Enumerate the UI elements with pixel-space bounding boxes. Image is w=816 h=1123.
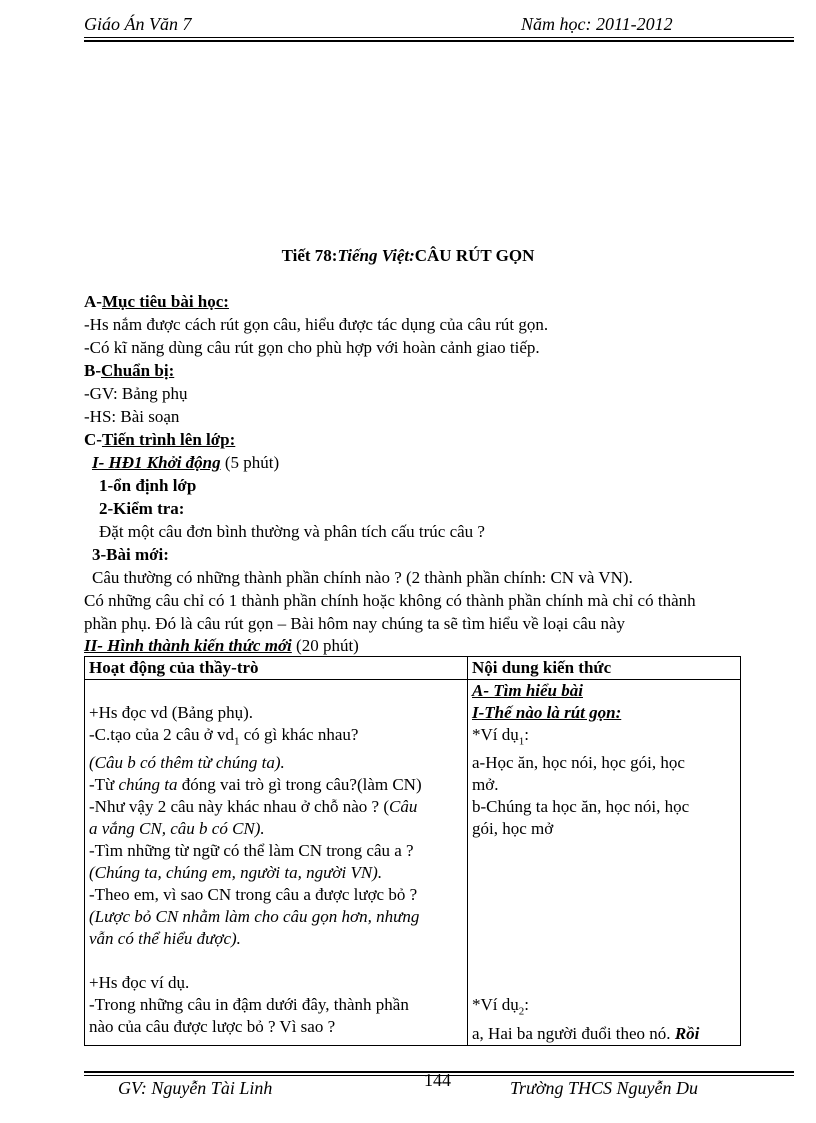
- intro-line-1: Câu thường có những thành phần chính nào ? (2 thành phần chính: CN và VN).: [92, 568, 633, 587]
- activity-line: -Như vậy 2 câu này khác nhau ở chỗ nào ? (Câu: [89, 797, 418, 817]
- lesson-table: [84, 656, 741, 1046]
- title-main: CÂU RÚT GỌN: [414, 246, 535, 265]
- content-line: a, Hai ba người đuổi theo nó. Rồi: [472, 1023, 700, 1043]
- intro-line-3: phần phụ. Đó là câu rút gọn – Bài hôm nay chúng ta sẽ tìm hiểu về loại câu này: [84, 614, 626, 633]
- page-number: 144: [424, 1070, 451, 1090]
- section-a-line-2: -Có kĩ năng dùng câu rút gọn cho phù hợp với hoàn cảnh giao tiếp.: [84, 338, 540, 357]
- step-2-text: Đặt một câu đơn bình thường và phân tích cấu trúc câu ?: [99, 522, 485, 541]
- title-subject: Tiếng Việt:: [337, 246, 415, 265]
- content-line: mở.: [472, 775, 499, 795]
- hd1-heading: I- HĐ1 Khởi động (5 phút): [92, 453, 280, 472]
- footer-teacher: GV: Nguyễn Tài Linh: [118, 1078, 273, 1098]
- activity-line: (Câu b có thêm từ chúng ta).: [89, 753, 285, 773]
- step-1: 1-ổn định lớp: [99, 476, 197, 495]
- content-line: I-Thế nào là rút gọn:: [472, 703, 622, 722]
- content-cell: [468, 680, 741, 1046]
- activity-line: -C.tạo của 2 câu ở $vd_1$ có gì khác nhau?: [89, 725, 359, 748]
- activity-line: (Lược bỏ CN nhằm làm cho câu gọn hơn, nhưng: [89, 907, 420, 927]
- section-a-line-1: -Hs nắm được cách rút gọn câu, hiểu được tác dụng của câu rút gọn.: [84, 315, 549, 334]
- header-left: Giáo Án Văn 7: [84, 14, 192, 34]
- content-line: gói, học mở: [472, 819, 554, 839]
- section-b-line-2: -HS: Bài soạn: [84, 407, 180, 426]
- hd2-heading: II- Hình thành kiến thức mới (20 phút): [84, 636, 359, 655]
- content-line: b-Chúng ta học ăn, học nói, học: [472, 797, 690, 817]
- activity-line: a vắng CN, câu b có CN).: [89, 819, 265, 839]
- content-line: a-Học ăn, học nói, học gói, học: [472, 753, 685, 773]
- content-line: *Ví dụ$_1$:: [472, 725, 529, 748]
- activity-line: -Theo em, vì sao CN trong câu a được lược bỏ ?: [89, 885, 418, 905]
- header-right: Năm học: 2011-2012: [521, 14, 673, 34]
- activity-line: +Hs đọc ví dụ.: [89, 973, 190, 993]
- section-b-heading: B-Chuẩn bị:: [84, 361, 175, 380]
- activity-line: -Từ chúng ta đóng vai trò gì trong câu?(làm CN): [89, 775, 422, 795]
- step-3: 3-Bài mới:: [92, 545, 169, 564]
- activity-line: nào của câu được lược bỏ ? Vì sao ?: [89, 1017, 336, 1037]
- table-header-activities: Hoạt động của thầy-trò: [85, 657, 468, 680]
- table-header-content: Nội dung kiến thức: [468, 657, 741, 680]
- title-prefix: Tiết 78:: [281, 246, 338, 265]
- section-c-heading: C-Tiến trình lên lớp:: [84, 430, 236, 449]
- content-line: A- Tìm hiểu bài: [472, 681, 583, 700]
- lesson-title: [0, 246, 816, 266]
- header-rule-top: [84, 37, 794, 38]
- content-line: *Ví dụ$_2$:: [472, 995, 529, 1018]
- intro-line-2: Có những câu chỉ có 1 thành phần chính hoặc không có thành phần chính mà chỉ có thành: [84, 591, 696, 610]
- step-2: 2-Kiểm tra:: [99, 499, 185, 518]
- header-rule-bottom: [84, 40, 794, 42]
- footer-school: Trường THCS Nguyễn Du: [510, 1078, 698, 1098]
- activity-line: (Chúng ta, chúng em, người ta, người VN).: [89, 863, 383, 883]
- activity-line: -Tìm những từ ngữ có thể làm CN trong câu a ?: [89, 841, 414, 861]
- activities-cell: [85, 680, 468, 1046]
- activity-line: vẫn có thể hiểu được).: [89, 929, 241, 949]
- activity-line: +Hs đọc vd (Bảng phụ).: [89, 703, 253, 722]
- activity-line: -Trong những câu in đậm dưới đây, thành phần: [89, 995, 409, 1015]
- section-a-heading: A-Mục tiêu bài học:: [84, 292, 229, 311]
- section-b-line-1: -GV: Bảng phụ: [84, 384, 188, 403]
